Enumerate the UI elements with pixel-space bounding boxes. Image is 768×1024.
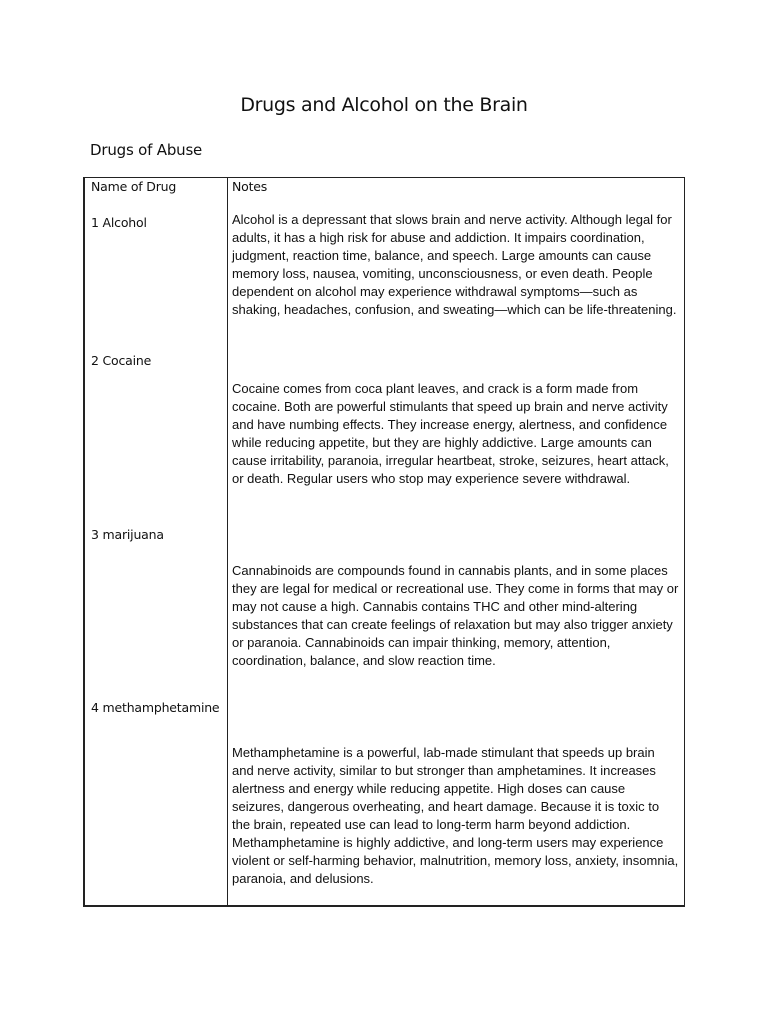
notes-alcohol: Alcohol is a depressant that slows brain and nerve activity. Although legal for adults, it has a high risk for abuse and addiction. It impairs coordination, judgment, reaction time, balance, and speech. Large amounts can cause memory loss, nausea, vomiting, unconsciousness, or even death. People dependent on alcohol may experience withdrawal symptoms—such as shaking, headaches, confusion, and sweating—which can be life-threatening.	[232, 212, 677, 317]
drug-name-methamphetamine: 4 methamphetamine	[91, 700, 220, 715]
header-notes: Notes	[232, 179, 268, 194]
notes-marijuana: Cannabinoids are compounds found in cannabis plants, and in some places they are legal for medical or recreational use. They come in forms that may or may not cause a high. Cannabis contains THC and other mind-altering substances that can create feelings of relaxation but may also trigger anxiety or paranoia. Cannabinoids can impair thinking, memory, attention, coordination, balance, and slow reaction time.	[232, 563, 679, 668]
header-name-of-drug: Name of Drug	[91, 179, 177, 194]
notes-cocaine: Cocaine comes from coca plant leaves, and crack is a form made from cocaine. Both are powerful stimulants that speed up brain and nerve activity and have numbing effects. They increase energy, alertness, and confidence while reducing appetite, but they are highly addictive. Large amounts can cause irritability, paranoia, irregular heartbeat, stroke, seizures, heart attack, or death. Regular users who stop may experience severe withdrawal.	[232, 381, 669, 486]
notes-methamphetamine: Methamphetamine is a powerful, lab-made stimulant that speeds up brain and nerve activity, similar to but stronger than amphetamines. It increases alertness and energy while reducing appetite. High doses can cause seizures, dangerous overheating, and heart damage. Because it is toxic to the brain, repeated use can lead to long-term harm beyond addiction. Methamphetamine is highly addictive, and long-term users may experience violent or self-harming behavior, malnutrition, memory loss, anxiety, insomnia, paranoia, and delusions.	[232, 745, 679, 886]
drug-name-marijuana: 3 marijuana	[91, 527, 164, 542]
document-title: Drugs and Alcohol on the Brain	[240, 94, 528, 116]
drug-name-cocaine: 2 Cocaine	[91, 353, 152, 368]
drugs-table	[83, 177, 685, 907]
column-divider	[227, 178, 228, 905]
drug-name-alcohol: 1 Alcohol	[91, 215, 147, 230]
section-heading: Drugs of Abuse	[90, 141, 203, 159]
